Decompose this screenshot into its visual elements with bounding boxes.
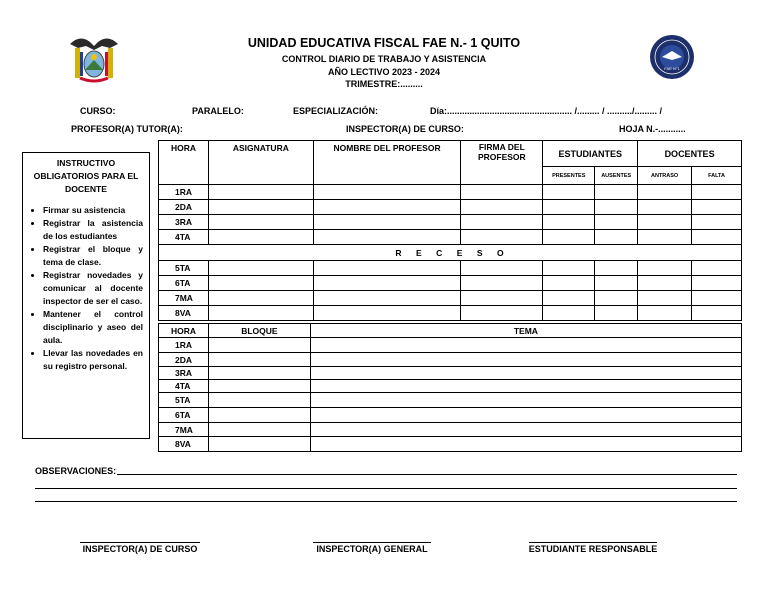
firma-cell[interactable] — [461, 306, 543, 321]
inspector-curso-label: INSPECTOR(A) DE CURSO: — [346, 124, 464, 134]
table-row — [159, 291, 742, 306]
hoja-number-field[interactable]: HOJA N.-........... — [619, 124, 686, 134]
asignatura-cell[interactable] — [208, 291, 313, 306]
hour-label: 6TA — [159, 276, 209, 291]
hour-label: 4TA — [159, 230, 209, 245]
presentes-cell[interactable] — [543, 215, 595, 230]
presentes-cell[interactable] — [543, 306, 595, 321]
signature-inspector-curso: INSPECTOR(A) DE CURSO — [82, 544, 198, 554]
antraso-cell[interactable] — [638, 306, 692, 321]
firma-cell[interactable] — [461, 230, 543, 245]
firma-cell[interactable] — [461, 215, 543, 230]
ausentes-cell[interactable] — [595, 215, 638, 230]
hour-label: 7MA — [159, 423, 209, 437]
instructivo-item: • Llevar las novedades en su registro personal. — [43, 347, 143, 373]
signature-line — [529, 542, 657, 543]
nombre-cell[interactable] — [313, 291, 461, 306]
hora-header: HORA — [159, 141, 209, 185]
table-row — [159, 276, 742, 291]
presentes-header: PRESENTES — [543, 167, 595, 185]
hour-label: 7MA — [159, 291, 209, 306]
bloque-cell[interactable] — [208, 423, 310, 437]
table-row — [159, 306, 742, 321]
firma-cell[interactable] — [461, 276, 543, 291]
antraso-cell[interactable] — [638, 200, 692, 215]
asignatura-header: ASIGNATURA — [208, 141, 313, 185]
nombre-cell[interactable] — [313, 276, 461, 291]
signature-line — [313, 542, 431, 543]
receso-row — [159, 245, 742, 261]
hour-label: 4TA — [159, 380, 209, 393]
ausentes-header: AUSENTES — [595, 167, 638, 185]
table-row — [159, 230, 742, 245]
attendance-table — [158, 140, 742, 321]
nombre-cell[interactable] — [313, 230, 461, 245]
school-title: UNIDAD EDUCATIVA FISCAL FAE N.- 1 QUITO — [247, 36, 521, 50]
table-row — [159, 393, 742, 408]
tema-cell[interactable] — [310, 353, 741, 367]
hour-label: 1RA — [159, 338, 209, 353]
falta-cell[interactable] — [692, 185, 742, 200]
presentes-cell[interactable] — [543, 261, 595, 276]
ausentes-cell[interactable] — [595, 261, 638, 276]
presentes-cell[interactable] — [543, 291, 595, 306]
instructivo-item: • Registrar el bloque y tema de clase. — [43, 243, 143, 269]
school-year: AÑO LECTIVO 2023 - 2024 — [327, 67, 441, 77]
bloque-cell[interactable] — [208, 408, 310, 423]
table-row — [159, 408, 742, 423]
falta-cell[interactable] — [692, 306, 742, 321]
falta-cell[interactable] — [692, 276, 742, 291]
hour-label: 8VA — [159, 437, 209, 452]
asignatura-cell[interactable] — [208, 276, 313, 291]
antraso-cell[interactable] — [638, 230, 692, 245]
bloque-tema-table — [158, 323, 742, 452]
antraso-cell[interactable] — [638, 276, 692, 291]
asignatura-cell[interactable] — [208, 200, 313, 215]
presentes-cell[interactable] — [543, 185, 595, 200]
antraso-cell[interactable] — [638, 215, 692, 230]
firma-cell[interactable] — [461, 291, 543, 306]
asignatura-cell[interactable] — [208, 306, 313, 321]
nombre-cell[interactable] — [313, 261, 461, 276]
hour-label: 2DA — [159, 200, 209, 215]
asignatura-cell[interactable] — [208, 261, 313, 276]
ausentes-cell[interactable] — [595, 185, 638, 200]
firma-cell[interactable] — [461, 185, 543, 200]
presentes-cell[interactable] — [543, 200, 595, 215]
hour-label: 3RA — [159, 215, 209, 230]
receso-label: R E C E S O — [159, 245, 742, 261]
ausentes-cell[interactable] — [595, 306, 638, 321]
paralelo-label: PARALELO: — [192, 106, 244, 116]
asignatura-cell[interactable] — [208, 185, 313, 200]
table-row — [159, 423, 742, 437]
falta-cell[interactable] — [692, 261, 742, 276]
ausentes-cell[interactable] — [595, 230, 638, 245]
presentes-cell[interactable] — [543, 276, 595, 291]
especializacion-label: ESPECIALIZACIÓN: — [293, 106, 379, 116]
instructivo-list — [29, 204, 143, 373]
control-title: CONTROL DIARIO DE TRABAJO Y ASISTENCIA — [281, 54, 487, 64]
instructivo-box — [22, 152, 150, 439]
table-row — [159, 215, 742, 230]
table-row — [159, 261, 742, 276]
instructivo-item: • Registrar novedades y comunicar al docente inspector de ser el caso. — [43, 269, 143, 308]
instructivo-title: INSTRUCTIVO OBLIGATORIOS PARA EL DOCENTE — [33, 158, 139, 194]
trimester: TRIMESTRE:......... — [345, 79, 423, 89]
tema-cell[interactable] — [310, 338, 741, 353]
estudiantes-header: ESTUDIANTES — [543, 141, 638, 167]
nombre-cell[interactable] — [313, 185, 461, 200]
falta-cell[interactable] — [692, 200, 742, 215]
antraso-cell[interactable] — [638, 291, 692, 306]
tema-cell[interactable] — [310, 393, 741, 408]
observaciones-label: OBSERVACIONES: — [35, 466, 117, 476]
tema-cell[interactable] — [310, 423, 741, 437]
bloque-cell[interactable] — [208, 353, 310, 367]
hora-header: HORA — [159, 324, 209, 338]
observaciones-line[interactable] — [35, 501, 737, 502]
table-row — [159, 380, 742, 393]
signature-line — [80, 542, 200, 543]
ausentes-cell[interactable] — [595, 291, 638, 306]
profesor-tutor-label: PROFESOR(A) TUTOR(A): — [71, 124, 183, 134]
bloque-cell[interactable] — [208, 437, 310, 452]
svg-text:FAE N°1: FAE N°1 — [664, 66, 680, 71]
asignatura-cell[interactable] — [208, 215, 313, 230]
antraso-cell[interactable] — [638, 185, 692, 200]
date-field[interactable]: Día:.................................................. /......... / ........../......... / — [430, 106, 663, 116]
bloque-cell[interactable] — [208, 393, 310, 408]
falta-cell[interactable] — [692, 291, 742, 306]
hour-label: 3RA — [159, 367, 209, 380]
falta-header: FALTA — [692, 167, 742, 185]
curso-label: CURSO: — [80, 106, 116, 116]
tema-cell[interactable] — [310, 367, 741, 380]
falta-cell[interactable] — [692, 230, 742, 245]
firma-cell[interactable] — [461, 261, 543, 276]
bloque-cell[interactable] — [208, 380, 310, 393]
hour-label: 8VA — [159, 306, 209, 321]
table-row — [159, 338, 742, 353]
nombre-cell[interactable] — [313, 215, 461, 230]
hour-label: 2DA — [159, 353, 209, 367]
bloque-cell[interactable] — [208, 367, 310, 380]
nombre-cell[interactable] — [313, 306, 461, 321]
signature-inspector-general: INSPECTOR(A) GENERAL — [316, 544, 428, 554]
nombre-profesor-header: NOMBRE DEL PROFESOR — [313, 141, 461, 185]
bloque-cell[interactable] — [208, 338, 310, 353]
table-row — [159, 437, 742, 452]
instructivo-item: • Registrar la asistencia de los estudiantes — [43, 217, 143, 243]
table-row — [159, 367, 742, 380]
ausentes-cell[interactable] — [595, 200, 638, 215]
table-row — [159, 353, 742, 367]
tema-cell[interactable] — [310, 380, 741, 393]
falta-cell[interactable] — [692, 215, 742, 230]
table-row — [159, 200, 742, 215]
nombre-cell[interactable] — [313, 200, 461, 215]
asignatura-cell[interactable] — [208, 230, 313, 245]
hour-label: 6TA — [159, 408, 209, 423]
firma-cell[interactable] — [461, 200, 543, 215]
observaciones-line[interactable] — [117, 474, 737, 475]
hour-label: 5TA — [159, 261, 209, 276]
observaciones-line[interactable] — [35, 488, 737, 489]
signature-estudiante: ESTUDIANTE RESPONSABLE — [528, 544, 658, 554]
antraso-cell[interactable] — [638, 261, 692, 276]
table-row — [159, 185, 742, 200]
firma-profesor-header: FIRMA DEL PROFESOR — [461, 141, 543, 185]
tema-header: TEMA — [310, 324, 741, 338]
instructivo-item: • Mantener el control disciplinario y aseo del aula. — [43, 308, 143, 347]
hour-label: 5TA — [159, 393, 209, 408]
hour-label: 1RA — [159, 185, 209, 200]
docentes-header: DOCENTES — [638, 141, 742, 167]
bloque-header: BLOQUE — [208, 324, 310, 338]
ausentes-cell[interactable] — [595, 276, 638, 291]
instructivo-item: • Firmar su asistencia — [43, 204, 143, 217]
tema-cell[interactable] — [310, 437, 741, 452]
antraso-header: ANTRASO — [638, 167, 692, 185]
tema-cell[interactable] — [310, 408, 741, 423]
presentes-cell[interactable] — [543, 230, 595, 245]
